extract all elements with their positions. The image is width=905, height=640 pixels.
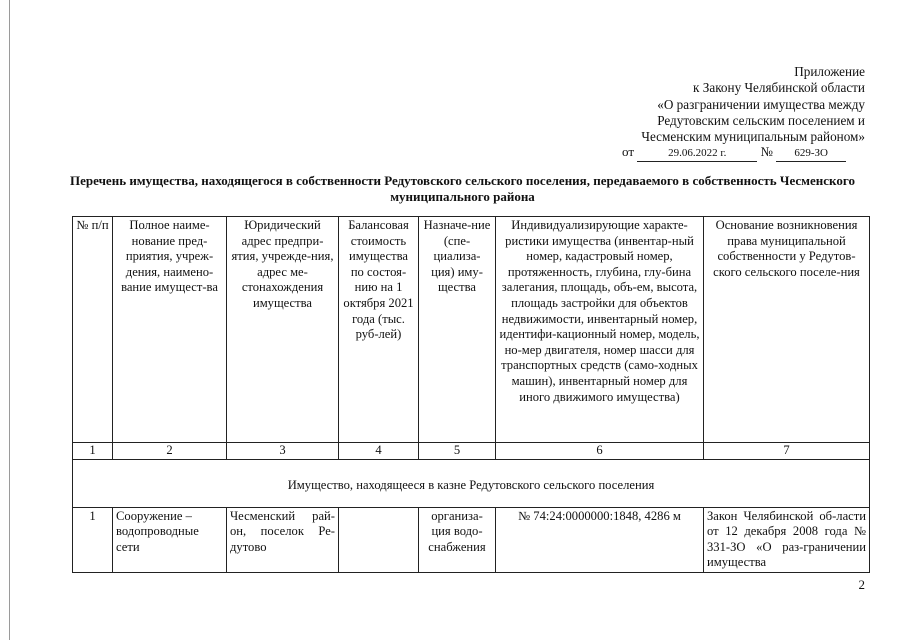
column-number-row: [73, 443, 870, 460]
section-row: [73, 459, 870, 507]
property-address: Чесменский рай-он, поселок Ре-дутово: [227, 507, 339, 572]
header-cell-address: Юридический адрес предпри-ятия, учрежде-ния, адрес ме-стонахождения имущества: [227, 217, 339, 443]
appendix-line: «О разграничении имущества между: [657, 96, 865, 112]
column-number: 7: [704, 443, 870, 460]
number-label: №: [760, 144, 773, 159]
ownership-basis: Закон Челябинской об-ласти от 12 декабря 2008 года № 331-ЗО «О раз-граничении имущества: [704, 507, 870, 572]
column-number: 2: [113, 443, 227, 460]
adoption-line: [622, 144, 872, 162]
property-characteristics: № 74:24:0000000:1848, 4286 м: [496, 507, 704, 572]
appendix-header: [545, 64, 865, 145]
table-row: [73, 507, 870, 572]
appendix-line: Приложение: [794, 64, 865, 79]
property-table: [72, 216, 870, 573]
property-name: Сооружение – водопроводные сети: [113, 507, 227, 572]
appendix-line: Чесменским муниципальным районом»: [641, 129, 865, 145]
column-number: 5: [419, 443, 496, 460]
appendix-line: Редутовским сельским поселением и: [657, 112, 865, 128]
property-purpose: организа-ция водо-снабжения: [419, 507, 496, 572]
header-row: [73, 217, 870, 443]
column-number: 6: [496, 443, 704, 460]
header-cell-characteristics: Индивидуализирующие характе-ристики имущества (инвентар-ный номер, кадастровый номер, протяженность, глубина, глу-бина залегания, площадь, объ-ем, высота, площадь застройки для объектов недвижимости, инвентарный номер, идентифи-кационный номер, модель, но-мер двигателя, номер шасси для транспортных средств (само-ходных машин), инвентарный номер для иного движимого имущества): [496, 217, 704, 443]
from-label: от: [622, 144, 635, 159]
law-number: 629-ЗО: [776, 145, 846, 162]
column-number: 1: [73, 443, 113, 460]
header-cell-value: Балансовая стоимость имущества по состоя-нию на 1 октября 2021 года (тыс. руб-лей): [339, 217, 419, 443]
header-cell-basis: Основание возникновения права муниципальной собственности у Редутов-ского сельского поселе-ния: [704, 217, 870, 443]
header-cell-purpose: Назначе-ние (спе-циализа-ция) иму-щества: [419, 217, 496, 443]
document-title: Перечень имущества, находящегося в собственности Редутовского сельского поселения, передаваемого в собственность Чесменского муниципального района: [70, 173, 855, 204]
scan-edge-line: [9, 0, 10, 640]
column-number: 4: [339, 443, 419, 460]
appendix-line: к Закону Челябинской области: [693, 80, 865, 96]
balance-value: [339, 507, 419, 572]
header-cell-name: Полное наиме-нование пред-приятия, учреж-дения, наимено-вание имущест-ва: [113, 217, 227, 443]
header-cell-number: № п/п: [73, 217, 113, 443]
column-number: 3: [227, 443, 339, 460]
page-number: 2: [858, 577, 865, 592]
row-number: 1: [73, 507, 113, 572]
adoption-date: 29.06.2022 г.: [637, 145, 757, 162]
section-title: Имущество, находящееся в казне Редутовского сельского поселения: [73, 459, 870, 507]
